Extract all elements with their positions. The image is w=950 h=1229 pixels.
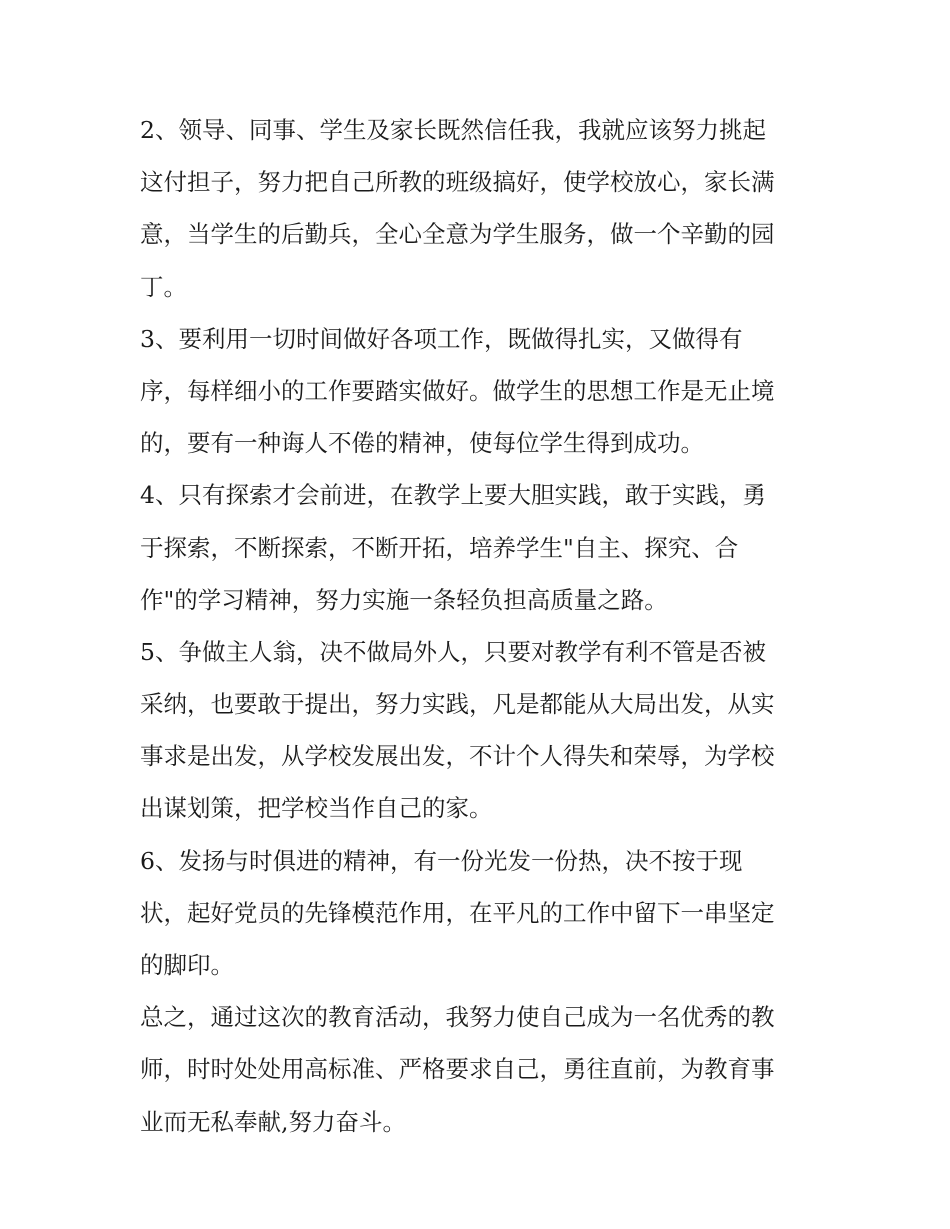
text-line: 的，要有一种诲人不倦的精神，使每位学生得到成功。 — [140, 429, 704, 458]
text-line: 业而无私奉献,努力奋斗。 — [140, 1107, 406, 1136]
text-line: 师，时时处处用高标准、严格要求自己，勇往直前，为教育事 — [140, 1055, 775, 1084]
text-line: 3、要利用一切时间做好各项工作，既做得扎实，又做得有 — [140, 324, 743, 353]
text-line: 于探索，不断探索，不断开拓，培养学生"自主、探究、合 — [140, 533, 739, 562]
text-line: 状，起好党员的先锋模范作用，在平凡的工作中留下一串坚定 — [140, 898, 775, 927]
text-line: 作"的学习精神，努力实施一条轻负担高质量之路。 — [140, 585, 668, 614]
text-line: 出谋划策，把学校当作自己的家。 — [140, 794, 493, 823]
document-body — [140, 104, 812, 1148]
text-line: 采纳，也要敢于提出，努力实践，凡是都能从大局出发，从实 — [140, 690, 775, 719]
text-line: 这付担子，努力把自己所教的班级搞好，使学校放心，家长满 — [140, 168, 775, 197]
text-line: 事求是出发，从学校发展出发，不计个人得失和荣辱，为学校 — [140, 742, 775, 771]
text-line: 5、争做主人翁，决不做局外人，只要对教学有利不管是否被 — [140, 637, 766, 666]
text-line: 总之，通过这次的教育活动，我努力使自己成为一名优秀的教 — [140, 1003, 775, 1032]
text-line: 序，每样细小的工作要踏实做好。做学生的思想工作是无止境 — [140, 376, 775, 405]
text-line: 的脚印。 — [140, 951, 234, 979]
text-line: 丁。 — [140, 272, 187, 301]
text-line: 4、只有探索才会前进，在教学上要大胆实践，敢于实践，勇 — [140, 481, 766, 510]
text-line: 2、领导、同事、学生及家长既然信任我，我就应该努力挑起 — [140, 116, 766, 144]
text-line: 意，当学生的后勤兵，全心全意为学生服务，做一个辛勤的园 — [140, 220, 775, 249]
text-line: 6、发扬与时俱进的精神，有一份光发一份热，决不按于现 — [140, 846, 743, 875]
